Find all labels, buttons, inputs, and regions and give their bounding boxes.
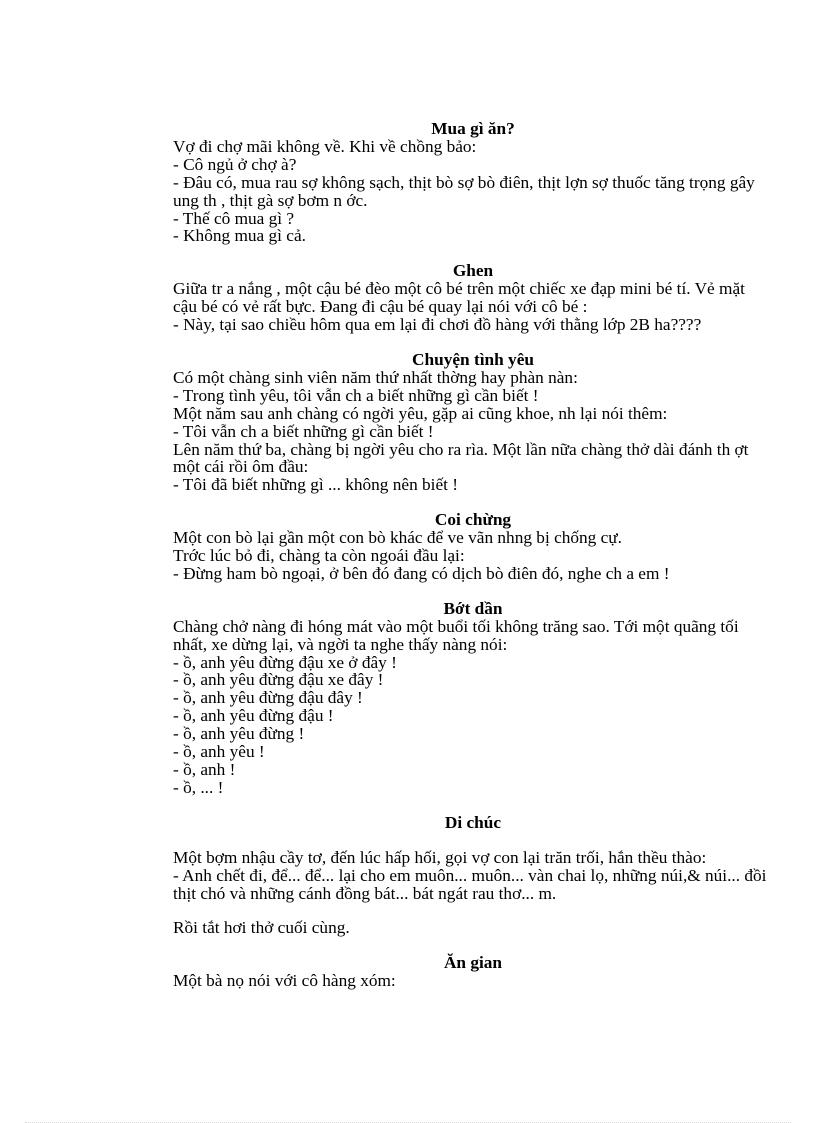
story-line: - Cô ngủ ở chợ à? xyxy=(173,154,297,174)
story-title: Mua gì ăn? xyxy=(431,119,515,138)
story-line: - Tôi đã biết những gì ... không nên biết ! xyxy=(173,475,459,495)
story-line: Trớc lúc bỏ đi, chàng ta còn ngoái đầu lại: xyxy=(173,546,465,566)
story-title: Ăn gian xyxy=(443,953,503,973)
story-line: Lên năm thứ ba, chàng bị ngời yêu cho ra rìa. Một lần nữa chàng thở dài đánh th ợt một cái rồi ôm đầu: xyxy=(173,439,753,477)
story-line: - Này, tại sao chiều hôm qua em lại đi chơi đồ hàng với thằng lớp 2B ha???? xyxy=(173,315,702,335)
story-line: - ồ, anh yêu ! xyxy=(173,742,265,762)
story-line: Một năm sau anh chàng có ngời yêu, gặp ai cũng khoe, nh lại nói thêm: xyxy=(173,403,668,423)
story-line: - ồ, anh yêu đừng đậu ! xyxy=(173,706,334,726)
story-title: Coi chừng xyxy=(434,510,512,530)
story-line: - Trong tình yêu, tôi vẫn ch a biết những gì cần biết ! xyxy=(173,385,539,405)
story-line: - Anh chết đi, để... để... lại cho em muôn... muôn... vàn chai lọ, những núi,& núi... đồi thịt chó và những cánh đồng bát... bát ngát rau thơ... m. xyxy=(173,865,771,903)
story-line: Một bà nọ nói với cô hàng xóm: xyxy=(173,971,396,991)
story-line: - ồ, anh yêu đừng đậu xe ở đây ! xyxy=(173,652,397,672)
story-line: - ồ, anh yêu đừng đậu xe đây ! xyxy=(173,670,384,690)
story-line: - Tôi vẫn ch a biết những gì cần biết ! xyxy=(173,421,434,441)
story-line: Rồi tắt hơi thở cuối cùng. xyxy=(173,918,350,938)
story-line: - Không mua gì cả. xyxy=(173,226,306,246)
story-line: Chàng chở nàng đi hóng mát vào một buổi tối không trăng sao. Tới một quãng tối nhất, xe dừng lại, và ngời ta nghe thấy nàng nói: xyxy=(173,616,743,654)
story-line: - Đâu có, mua rau sợ không sạch, thịt bò sợ bò điên, thịt lợn sợ thuốc tăng trọng gây ung th , thịt gà sợ bơm n ớc. xyxy=(173,172,760,210)
story-title: Di chúc xyxy=(444,812,502,832)
story-line: Giữa tr a nắng , một cậu bé đèo một cô bé trên một chiếc xe đạp mini bé tí. Vẻ mặt cậu bé có vẻ rất bực. Đang đi cậu bé quay lại nói với cô bé : xyxy=(173,279,750,317)
story-line: - ồ, anh yêu đừng đậu đây ! xyxy=(173,688,363,708)
story-title: Chuyện tình yêu xyxy=(412,349,534,369)
story-line: - ồ, ... ! xyxy=(173,777,224,797)
story-title: Bớt dần xyxy=(443,598,503,618)
story-line: - Thế cô mua gì ? xyxy=(173,208,295,228)
document-page xyxy=(173,120,773,990)
story-line: Vợ đi chợ mãi không về. Khi về chồng bảo: xyxy=(173,136,477,156)
story-title: Ghen xyxy=(452,261,494,281)
story-line: Một con bò lại gần một con bò khác để ve vãn nhng bị chống cự. xyxy=(173,528,622,548)
story-line: - ồ, anh yêu đừng ! xyxy=(173,724,305,744)
story-line: - Đừng ham bò ngoại, ở bên đó đang có dịch bò điên đó, nghe ch a em ! xyxy=(173,563,670,583)
story-line: Một bợm nhậu cầy tơ, đến lúc hấp hối, gọi vợ con lại trăn trối, hắn thều thào: xyxy=(173,847,707,867)
story-line: - ồ, anh ! xyxy=(173,760,236,779)
story-line: Có một chàng sinh viên năm thứ nhất thờng hay phàn nàn: xyxy=(173,367,578,387)
